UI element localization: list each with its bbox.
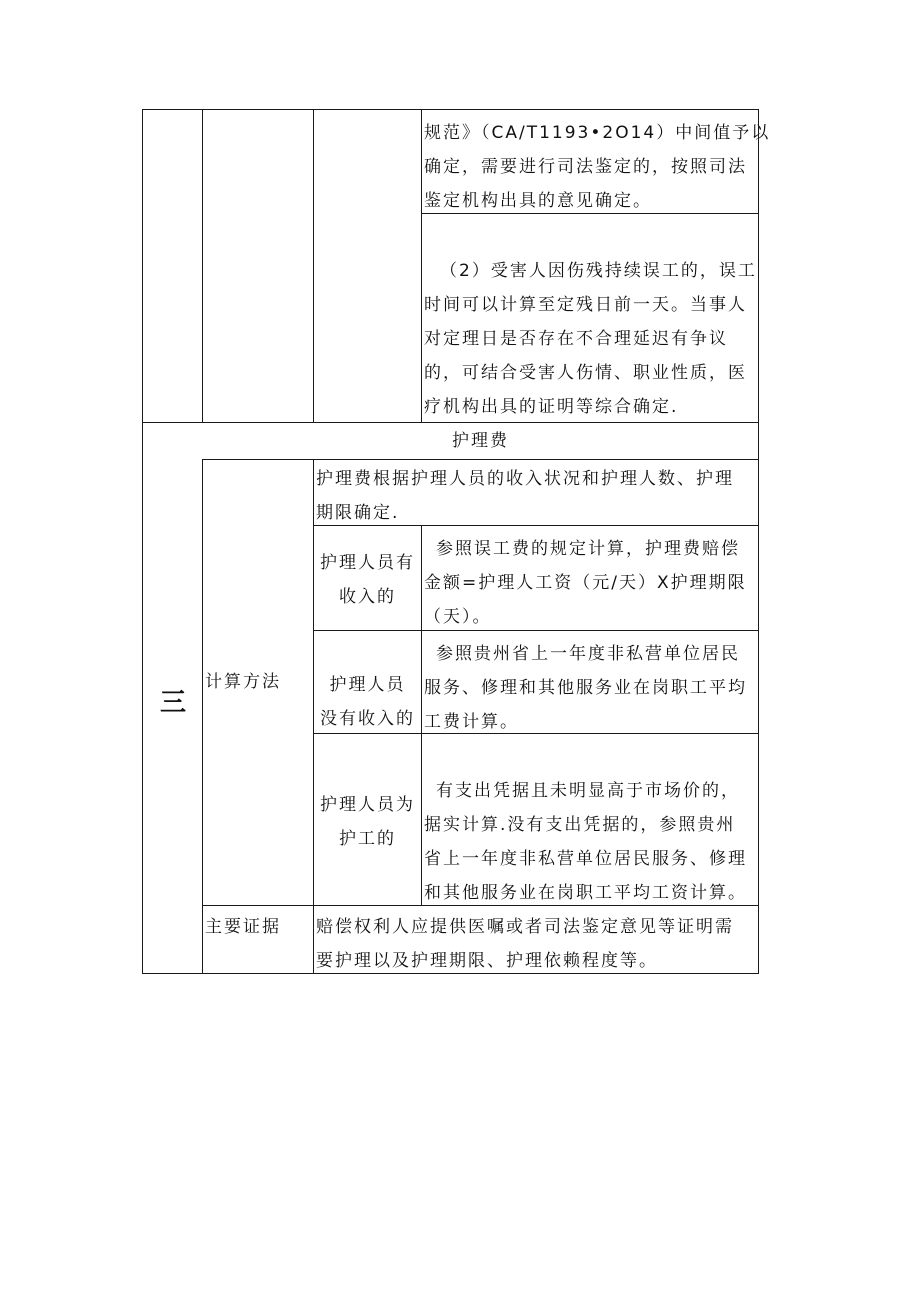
case-text: 有支出凭据且未明显高于市场价的， (436, 781, 740, 801)
case-label: 护工的 (339, 829, 396, 849)
row-divider (313, 630, 759, 631)
standard-reference-line: 规范》（CA/T1193•2O14）中间值予以 (424, 123, 771, 143)
table-top-border (142, 109, 759, 110)
case-text: 金额=护理人工资（元/天）X护理期限 (424, 573, 747, 593)
table-right-border (758, 109, 759, 974)
case-label: 没有收入的 (320, 709, 415, 729)
calc-intro-line: 期限确定. (316, 503, 400, 523)
section-title: 护理费 (452, 431, 509, 451)
text-line: 疗机构出具的证明等综合确定. (424, 397, 679, 417)
table-left-border (142, 109, 143, 974)
text-line: 对定理日是否存在不合理延迟有争议 (424, 329, 728, 349)
item-2-line: （2）受害人因伤残持续误工的，误工 (440, 261, 757, 281)
evidence-text: 要护理以及护理期限、护理依赖程度等。 (316, 951, 658, 971)
column-divider (202, 459, 203, 974)
case-label: 收入的 (339, 587, 396, 607)
case-text: （天）。 (424, 607, 492, 627)
case-label: 护理人员 (329, 675, 406, 695)
case-label: 护理人员有 (320, 553, 415, 573)
text-line: 时间可以计算至定残日前一天。当事人 (424, 295, 747, 315)
case-label: 护理人员为 (320, 795, 415, 815)
text-line: 的，可结合受害人伤情、职业性质，医 (424, 363, 747, 383)
case-text: 据实计算.没有支出凭据的，参照贵州 (424, 815, 736, 835)
case-text: 省上一年度非私营单位居民服务、修理 (424, 849, 747, 869)
case-text: 工费计算。 (424, 712, 519, 732)
column-divider (202, 109, 203, 422)
case-text: 参照贵州省上一年度非私营单位居民 (436, 644, 740, 664)
column-divider (313, 109, 314, 422)
section-number: 三 (160, 688, 187, 718)
row-divider (202, 459, 759, 460)
calc-method-label: 计算方法 (205, 672, 281, 692)
text-line: 鉴定机构出具的意见确定。 (424, 191, 652, 211)
column-divider (421, 109, 422, 422)
case-text: 服务、修理和其他服务业在岗职工平均 (424, 678, 747, 698)
evidence-text: 赔偿权利人应提供医嘱或者司法鉴定意见等证明需 (316, 917, 734, 937)
case-text: 参照误工费的规定计算，护理费赔偿 (436, 539, 740, 559)
case-text: 和其他服务业在岗职工平均工资计算。 (424, 883, 747, 903)
calc-intro-line: 护理费根据护理人员的收入状况和护理人数、护理 (316, 469, 734, 489)
text-line: 确定，需要进行司法鉴定的，按照司法 (424, 157, 747, 177)
column-divider (421, 525, 422, 905)
evidence-label: 主要证据 (205, 917, 281, 937)
